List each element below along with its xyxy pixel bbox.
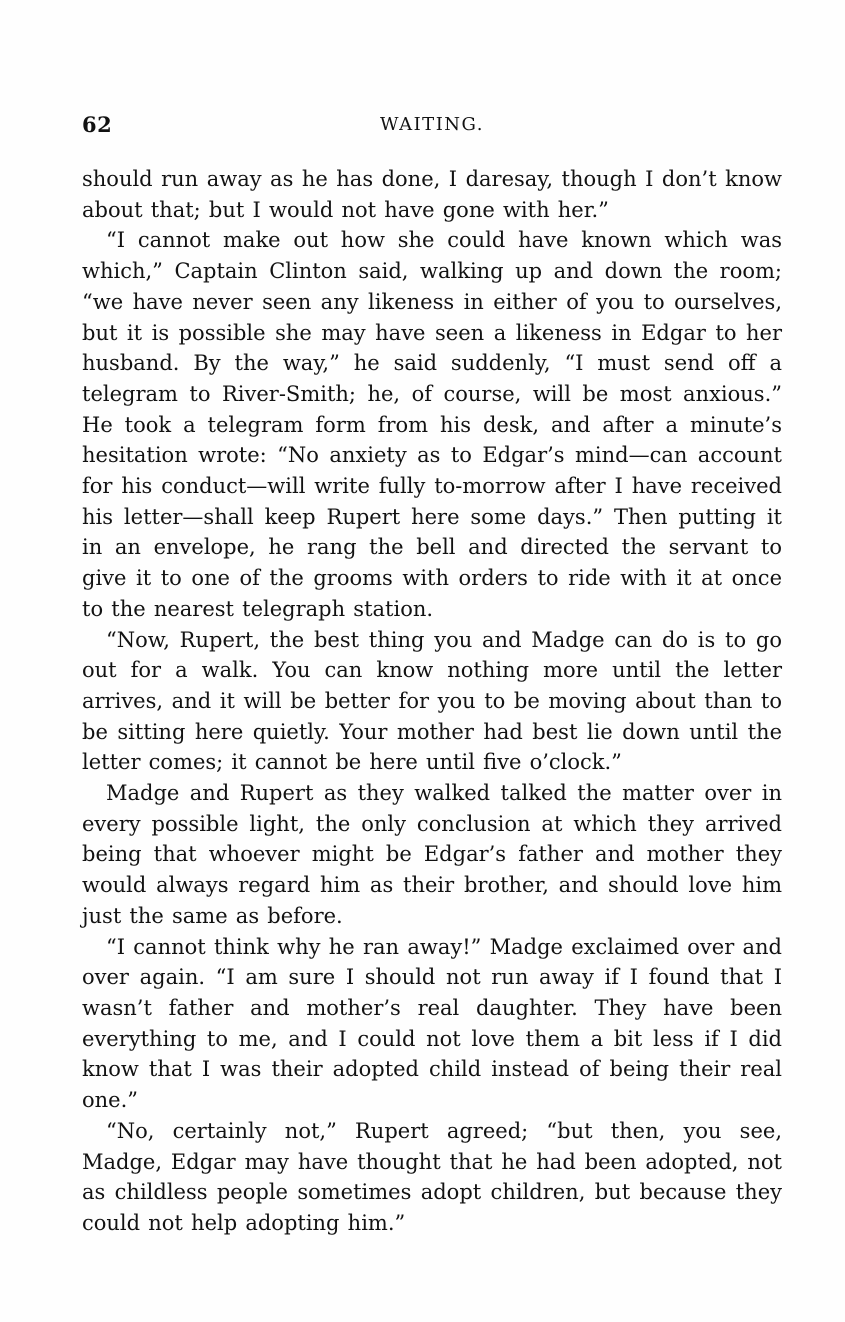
paragraph: “No, certainly not,” Rupert agreed; “but then, you see, Madge, Edgar may have thought that he had been adopted, not as childless people sometimes adopt children, but because they could not help adopting him.” (82, 1118, 782, 1235)
paragraph: Madge and Rupert as they walked talked the matter over in every possible light, the only conclusion at which they arrived being that whoever might be Edgar’s father and mother they would always regard him as their brother, and should love him just the same as before. (82, 781, 782, 928)
paragraph: should run away as he has done, I daresay, though I don’t know about that; but I would not have gone with her.” (82, 167, 782, 222)
text-block (82, 164, 782, 1239)
running-head (82, 112, 782, 138)
running-title: WAITING. (379, 114, 485, 135)
page-number: 62 (82, 112, 113, 137)
paragraph: “I cannot think why he ran away!” Madge exclaimed over and over again. “I am sure I should not run away if I found that I wasn’t father and mother’s real daughter. They have been everything to me, and I could not love them a bit less if I did know that I was their adopted child instead of being their real one.” (82, 934, 782, 1113)
paragraph: “Now, Rupert, the best thing you and Madge can do is to go out for a walk. You can know nothing more until the letter arrives, and it will be better for you to be moving about than to be sitting here quietly. Your mother had best lie down until the letter comes; it cannot be here until five o’clock.” (82, 627, 782, 775)
page-content (82, 112, 782, 1239)
paragraph: “I cannot make out how she could have known which was which,” Captain Clinton said, walking up and down the room; “we have never seen any likeness in either of you to ourselves, but it is possible she may have seen a likeness in Edgar to her husband. By the way,” he said suddenly, “I must send off a telegram to River-Smith; he, of course, will be most anxious.” He took a telegram form from his desk, and after a minute’s hesitation wrote: “No anxiety as to Edgar’s mind—can account for his conduct—will write fully to-morrow after I have received his letter—shall keep Rupert here some days.” Then putting it in an envelope, he rang the bell and directed the servant to give it to one of the grooms with orders to ride with it at once to the nearest telegraph station. (82, 228, 782, 621)
